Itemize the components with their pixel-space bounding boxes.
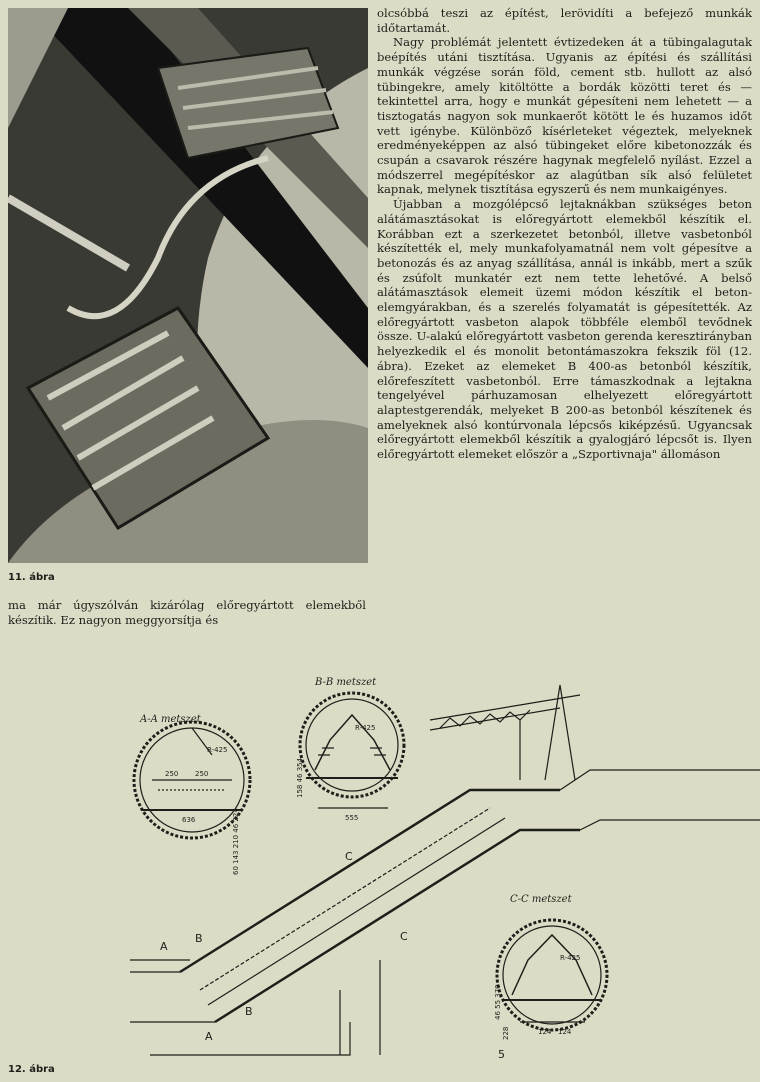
right-text-column — [377, 6, 752, 462]
dim-cc-side: 46 55 370 — [494, 984, 502, 1020]
paragraph: ma már úgyszólván kizárólag előregyártott elemekből készítik. Ez nagyon meggyorsítja és — [8, 598, 366, 627]
page-number: 5 — [498, 1048, 505, 1061]
paragraph: Újabban a mozgólépcső lejtaknákban szükséges beton alátámasztásokat is előregyártott elemekből készítik el. Korábban ezt a szerkezetet betonból, illetve vasbetonból készítették el, mely munkafolyamatnál nem volt gépesítve a betonozás és az anyag szállítása, annál is inkább, mert a szűk és zsúfolt munkatér ezt nem tette lehetővé. A belső alátámasztások elemeit üzemi módon készítik el beton-elemgyárakban, és a szerelés folyamatát is gépesítették. Az előregyártott vasbeton alapok többféle elemből tevődnek össze. U-alakú előregyártott vasbeton gerenda keresztirányban helyezkedik el és monolit betontámaszokra fekszik föl (12. ábra). Ezeket az elemeket B 400-as betonból készítik, előrefeszített vasbetonból. Erre támaszkodnak a lejtakna tengelyével párhuzamosan elhelyezett előregyártott alaptestgerendák, melyeket B 200-as betonból készítenek és amelyeknek alsó kontúrvonala lépcsős kiképzésű. Ugyancsak előregyártott elemekből készítik a gyalogjáró lépcsőt is. Ilyen előregyártott elemeket először a „Szportivnaja" állomáson — [377, 197, 752, 462]
marker-c-top: C — [345, 850, 353, 863]
dim-cc-228: 228 — [502, 1026, 510, 1040]
dim-cc-124a: 124 — [538, 1028, 552, 1036]
dim-aa-636: 636 — [182, 816, 196, 824]
dim-cc-124b: 124 — [558, 1028, 572, 1036]
dim-aa-250b: 250 — [195, 770, 209, 778]
dim-bb-555: 555 — [345, 814, 359, 822]
marker-c-bottom: C — [400, 930, 408, 943]
figure-12-drawing — [0, 660, 760, 1082]
figure-11-caption: 11. ábra — [8, 572, 55, 583]
section-cc-label: C-C metszet — [510, 894, 572, 905]
dim-bb-radius: R-425 — [355, 724, 376, 732]
marker-b-bottom: B — [245, 1005, 253, 1018]
dim-aa-side: 60 143 210 46 224 — [232, 808, 240, 875]
left-text-column — [8, 598, 366, 628]
section-bb-label: B-B metszet — [315, 677, 377, 688]
marker-a-bottom: A — [205, 1030, 213, 1043]
figure-11-photo — [8, 8, 368, 563]
dim-aa-250a: 250 — [165, 770, 179, 778]
paragraph: olcsóbbá teszi az építést, lerövidíti a befejező munkák időtartamát. — [377, 6, 752, 35]
dim-bb-side: 158 46 354 — [296, 757, 304, 798]
marker-b-top: B — [195, 932, 203, 945]
dim-cc-radius: R-425 — [560, 954, 581, 962]
dim-aa-radius: R-425 — [207, 746, 228, 754]
figure-12-caption: 12. ábra — [8, 1064, 55, 1075]
section-aa-label: A-A metszet — [140, 714, 201, 725]
paragraph: Nagy problémát jelentett évtizedeken át a tübingalagutak beépítés utáni tisztítása. Ugyanis az építési és szállítási munkák végzése során föld, cement stb. hullott az alsó tübingekre, amely kitöltötte a bordák közötti teret és — tekintettel arra, hogy e munkát gépesíteni nem lehetett — a tisztogatás nagyon sok munkaerőt kötött le és huzamos időt vett igénybe. Különböző kísérleteket végeztek, melyeknek eredményeképpen az alsó tübingeket előre kibetonozzák és csupán a csavarok részére hagynak megfelelő nyílást. Ezzel a módszerrel megépítéskor az alagútban sík alsó felületet kapnak, melynek tisztítása egyszerű és nem munkaigényes. — [377, 35, 752, 197]
marker-a-top: A — [160, 940, 168, 953]
